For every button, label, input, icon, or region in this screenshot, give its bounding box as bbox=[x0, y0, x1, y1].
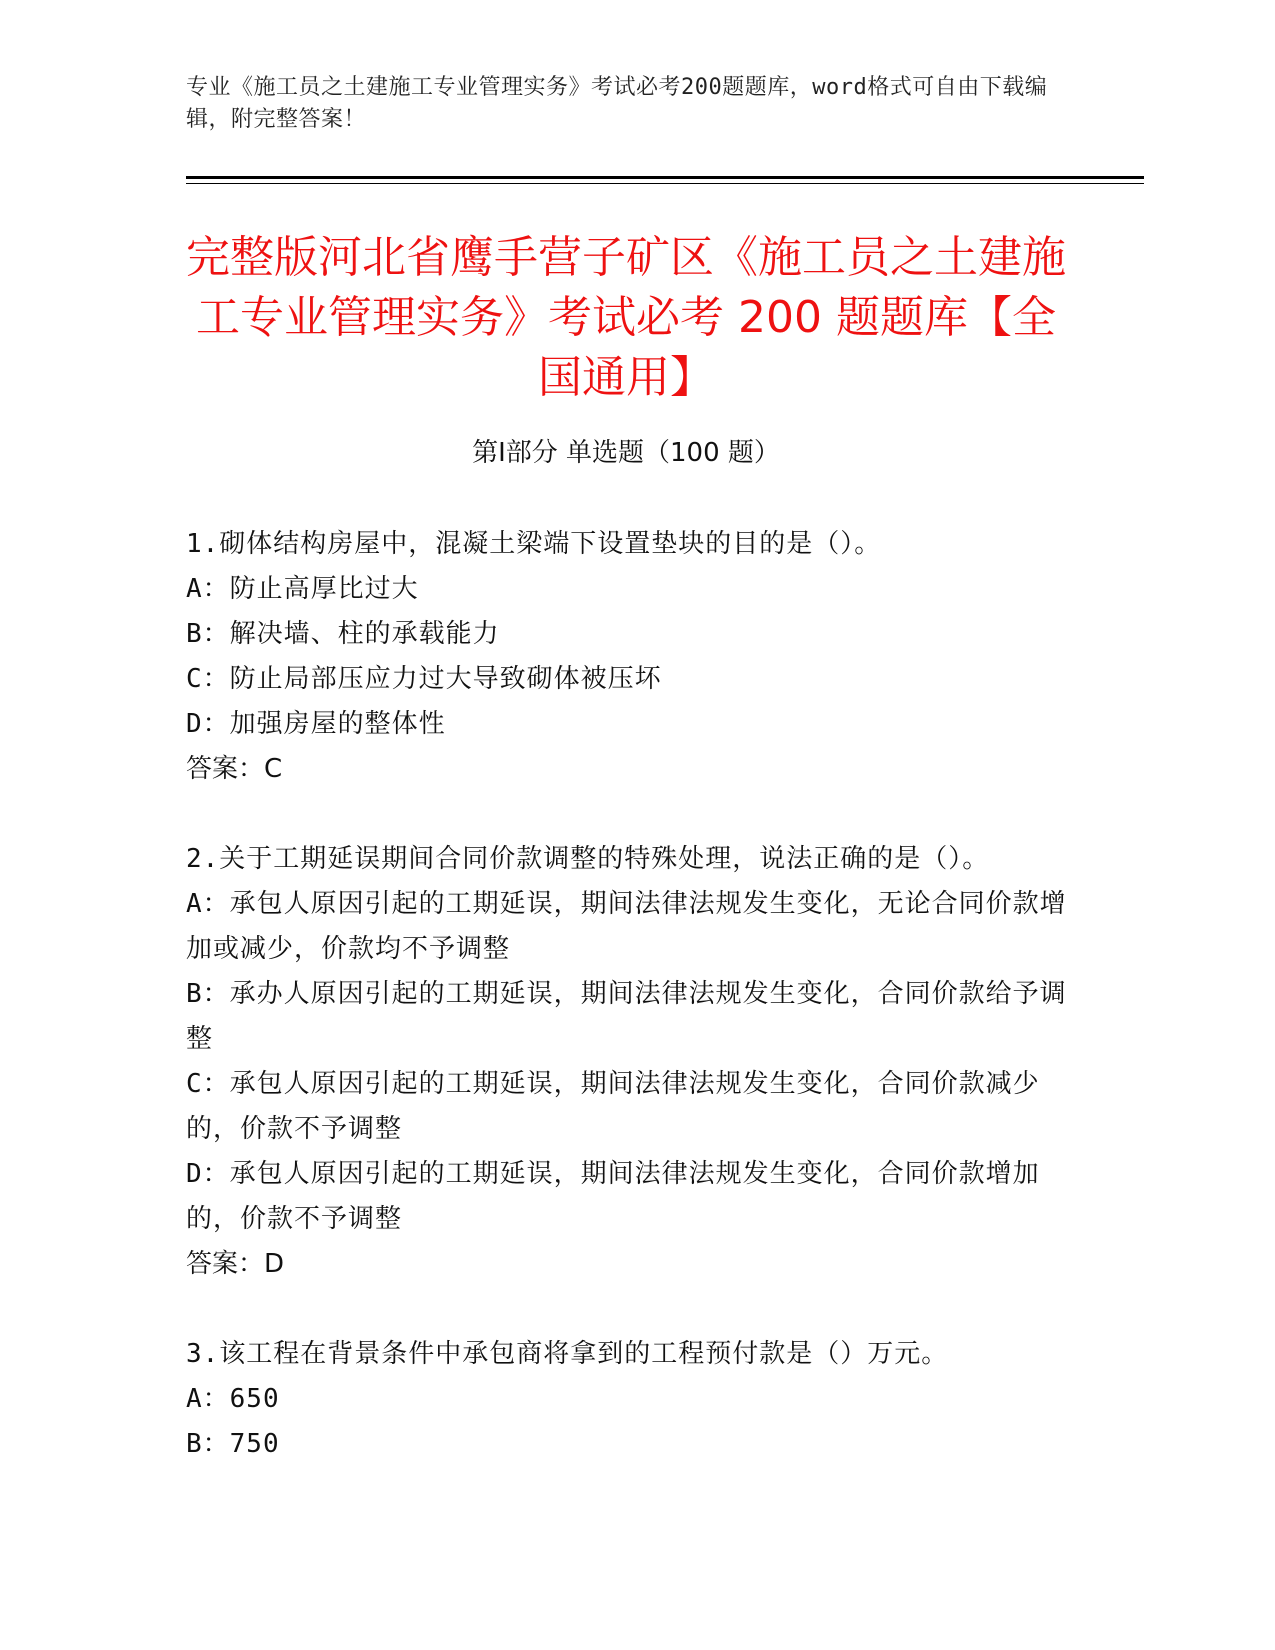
question-stem: 3.该工程在背景条件中承包商将拿到的工程预付款是（）万元。 bbox=[186, 1339, 949, 1369]
option-a: A：防止高厚比过大 bbox=[186, 574, 419, 604]
option-a: A：650 bbox=[186, 1384, 280, 1414]
question-3 bbox=[186, 1332, 1076, 1467]
question-list bbox=[186, 522, 1076, 1512]
header-note: 专业《施工员之土建施工专业管理实务》考试必考200题题库，word格式可自由下载编辑，附完整答案！ bbox=[186, 75, 1048, 132]
document-title: 完整版河北省鹰手营子矿区《施工员之土建施工专业管理实务》考试必考 200 题题库【全国通用】 bbox=[186, 232, 1066, 403]
option-b: B：解决墙、柱的承载能力 bbox=[186, 619, 500, 649]
question-1 bbox=[186, 522, 1076, 792]
option-d: D：承包人原因引起的工期延误，期间法律法规发生变化，合同价款增加的，价款不予调整 bbox=[186, 1159, 1040, 1234]
part-title: 第Ⅰ部分 单选题（100 题） bbox=[472, 438, 780, 468]
answer: 答案：C bbox=[186, 754, 283, 784]
option-b: B：750 bbox=[186, 1429, 280, 1459]
question-stem: 1.砌体结构房屋中，混凝土梁端下设置垫块的目的是（）。 bbox=[186, 529, 882, 559]
question-stem: 2.关于工期延误期间合同价款调整的特殊处理，说法正确的是（）。 bbox=[186, 844, 990, 874]
question-2 bbox=[186, 837, 1076, 1287]
header-rule-thin bbox=[186, 183, 1144, 184]
option-a: A：承包人原因引起的工期延误，期间法律法规发生变化，无论合同价款增加或减少，价款均不予调整 bbox=[186, 889, 1067, 964]
option-c: C：防止局部压应力过大导致砌体被压坏 bbox=[186, 664, 662, 694]
answer: 答案：D bbox=[186, 1249, 285, 1279]
header-rule-thick bbox=[186, 176, 1144, 179]
option-c: C：承包人原因引起的工期延误，期间法律法规发生变化，合同价款减少的，价款不予调整 bbox=[186, 1069, 1040, 1144]
option-b: B：承办人原因引起的工期延误，期间法律法规发生变化，合同价款给予调整 bbox=[186, 979, 1067, 1054]
option-d: D：加强房屋的整体性 bbox=[186, 709, 446, 739]
